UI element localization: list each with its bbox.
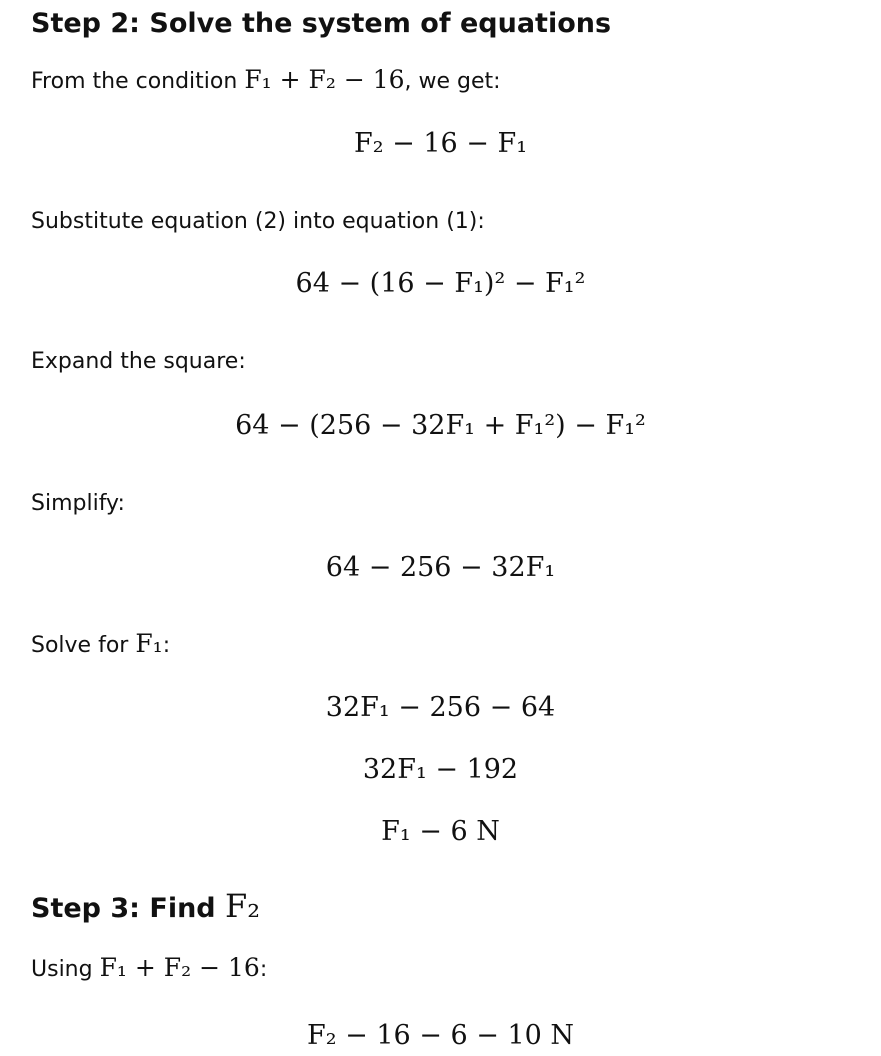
step3-using-prefix: Using xyxy=(31,957,100,982)
equation-solve-1: 32F₁ − 256 − 64 xyxy=(325,692,556,723)
step3-using xyxy=(31,950,851,986)
equation-expanded: 64 − (256 − 32F₁ + F₁²) − F₁² xyxy=(235,410,646,441)
step3-heading xyxy=(31,886,851,926)
step3-using-suffix: : xyxy=(259,957,268,982)
equation-simplified: 64 − 256 − 32F₁ xyxy=(325,552,556,583)
equation-result: F₂ − 16 − 6 − 10 N xyxy=(306,1020,575,1051)
step2-heading: Step 2: Solve the system of equations xyxy=(31,8,612,39)
solve-suffix: : xyxy=(162,633,171,658)
expand-text: Expand the square: xyxy=(31,349,246,374)
solve-prefix: Solve for xyxy=(31,633,136,658)
solve-var: F₁ xyxy=(135,629,163,658)
step3-heading-prefix: Step 3: Find xyxy=(31,893,226,924)
substitute-text: Substitute equation (2) into equation (1): xyxy=(31,209,485,234)
step2-intro xyxy=(31,62,851,98)
equation-solve-3: F₁ − 6 N xyxy=(381,816,500,847)
simplify-text: Simplify: xyxy=(31,491,125,516)
step3-using-math: F₁ + F₂ − 16 xyxy=(99,953,260,982)
solution-document xyxy=(31,0,851,1056)
equation-solve-2: 32F₁ − 192 xyxy=(362,754,519,785)
step2-intro-suffix: , we get: xyxy=(404,69,501,94)
equation-substituted: 64 − (16 − F₁)² − F₁² xyxy=(295,268,586,299)
solve-text xyxy=(31,626,851,662)
step2-intro-prefix: From the condition xyxy=(31,69,245,94)
equation-f2: F₂ − 16 − F₁ xyxy=(353,128,528,159)
step2-intro-math: F₁ + F₂ − 16 xyxy=(244,65,405,94)
step3-heading-var: F₂ xyxy=(225,887,261,925)
